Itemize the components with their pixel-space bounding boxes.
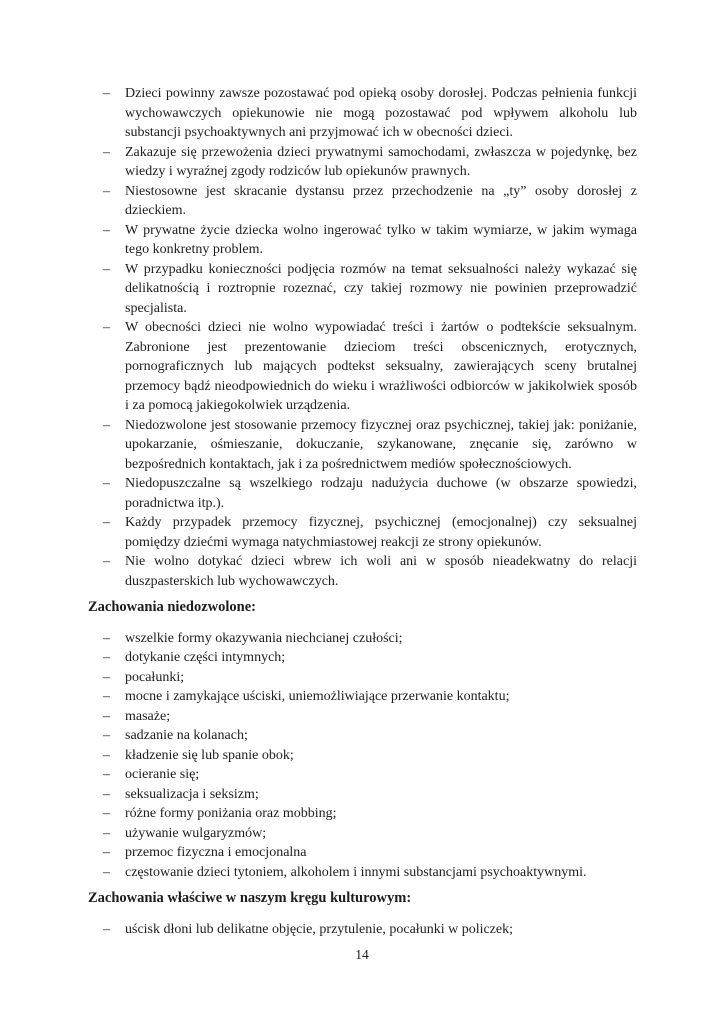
list-item xyxy=(88,668,637,688)
bullet-dash: – xyxy=(103,845,110,860)
list-item xyxy=(88,552,637,591)
list-item xyxy=(88,726,637,746)
list-item-text: kładzenie się lub spanie obok; xyxy=(125,747,294,763)
list-item-text: przemoc fizyczna i emocjonalna xyxy=(125,845,307,860)
bullet-dash: – xyxy=(103,476,110,491)
bullet-dash: – xyxy=(103,554,110,569)
bullet-dash: – xyxy=(103,767,110,782)
list-item-text: Nie wolno dotykać dzieci wbrew ich woli ani w sposób nieadekwatny do relacji duszpasterskich lub wychowawczych. xyxy=(125,554,637,589)
list-item-text: W prywatne życie dziecka wolno ingerować tylko w takim wymiarze, w jakim wymaga tego konkretny problem. xyxy=(125,222,637,257)
bullet-dash: – xyxy=(103,86,110,101)
bullet-dash: – xyxy=(103,515,110,530)
list-item xyxy=(88,221,637,260)
list-item xyxy=(88,182,637,221)
list-item xyxy=(88,474,637,513)
list-item xyxy=(88,260,637,319)
list-item-text: dotykanie części intymnych; xyxy=(125,650,286,665)
bullet-dash: – xyxy=(103,806,110,821)
list-item-text: mocne i zamykające uściski, uniemożliwiające przerwanie kontaktu; xyxy=(125,689,510,704)
list-item xyxy=(88,804,637,824)
list-item-text: ocieranie się; xyxy=(125,767,200,782)
list-item xyxy=(88,648,637,668)
bullet-dash: – xyxy=(103,689,110,704)
bullet-dash: – xyxy=(103,261,110,277)
list-item xyxy=(88,318,637,416)
list-item-text: W przypadku konieczności podjęcia rozmów na temat seksualności należy wykazać się delikatnością i roztropnie rozeznać, czy takiej rozmowy nie powinien przeprowadzić specjalista. xyxy=(125,261,637,316)
list-item xyxy=(88,84,637,143)
heading-forbidden-behaviors: Zachowania niedozwolone: xyxy=(88,599,256,615)
bullet-dash: – xyxy=(103,650,110,665)
list-item xyxy=(88,513,637,552)
bullet-dash: – xyxy=(103,417,110,433)
list-item-text: wszelkie formy okazywania niechcianej czułości; xyxy=(125,630,403,646)
list-item-text: Dzieci powinny zawsze pozostawać pod opieką osoby dorosłej. Podczas pełnienia funkcji wychowawczych opiekunowie nie mogą pozostawać pod wpływem alkoholu lub substancji psychoaktywnych ani przyjmować ich w obecności dzieci. xyxy=(125,86,637,140)
list-item xyxy=(88,824,637,844)
appropriate-behaviors-list xyxy=(88,920,637,940)
list-item xyxy=(88,785,637,805)
bullet-dash: – xyxy=(103,183,110,199)
list-item xyxy=(88,765,637,785)
list-item-text: Zakazuje się przewożenia dzieci prywatnymi samochodami, zwłaszcza w pojedynkę, bez wiedzy i wyraźnej zgody rodziców lub opiekunów prawnych. xyxy=(125,144,637,179)
bullet-dash: – xyxy=(103,320,110,335)
bullet-dash: – xyxy=(103,630,110,646)
bullet-dash: – xyxy=(103,669,110,685)
list-item xyxy=(88,416,637,475)
bullet-dash: – xyxy=(103,708,110,724)
list-item xyxy=(88,920,637,940)
bullet-dash: – xyxy=(103,144,110,160)
bullet-dash: – xyxy=(103,222,110,238)
list-item-text: Niedozwolone jest stosowanie przemocy fizycznej oraz psychicznej, takiej jak: poniżanie, upokarzanie, ośmieszanie, dokuczanie, szykanowane, znęcanie się, zarówno w bezpośrednich kontaktach, jak i za pośrednictwem mediów społecznościowych. xyxy=(125,417,637,472)
list-item-text: częstowanie dzieci tytoniem, alkoholem i innymi substancjami psychoaktywnymi. xyxy=(125,864,587,880)
page-content xyxy=(88,84,637,939)
list-item-text: pocałunki; xyxy=(125,669,185,685)
list-item xyxy=(88,746,637,766)
list-item-text: Niedopuszczalne są wszelkiego rodzaju nadużycia duchowe (w obszarze spowiedzi, poradnictwa itp.). xyxy=(125,476,637,511)
list-item xyxy=(88,707,637,727)
bullet-dash: – xyxy=(103,864,110,880)
bullet-dash: – xyxy=(103,825,110,841)
list-item xyxy=(88,863,637,883)
list-item-text: używanie wulgaryzmów; xyxy=(125,825,267,841)
list-item xyxy=(88,143,637,182)
bullet-dash: – xyxy=(103,786,110,802)
bullet-dash: – xyxy=(103,921,110,937)
list-item-text: Niestosowne jest skracanie dystansu przez przechodzenie na „ty” osoby dorosłej z dzieckiem. xyxy=(125,183,637,218)
forbidden-behaviors-list xyxy=(88,629,637,883)
list-item xyxy=(88,843,637,863)
list-item xyxy=(88,629,637,649)
intro-list xyxy=(88,84,637,591)
page-number: 14 xyxy=(355,947,369,962)
list-item xyxy=(88,687,637,707)
bullet-dash: – xyxy=(103,747,110,763)
list-item-text: seksualizacja i seksizm; xyxy=(125,786,259,802)
list-item-text: W obecności dzieci nie wolno wypowiadać treści i żartów o podtekście seksualnym. Zabronione jest prezentowanie dzieciom treści obscenicznych, erotycznych, pornograficznych lub mających podtekst seksualny, zawierających sceny brutalnej przemocy bądź nieodpowiednich do wieku i wrażliwości odbiorców w jakikolwiek sposób i za pomocą jakiegokolwiek urządzenia. xyxy=(125,320,637,413)
list-item-text: masaże; xyxy=(125,708,171,724)
heading-appropriate-behaviors: Zachowania właściwe w naszym kręgu kulturowym: xyxy=(88,890,412,906)
bullet-dash: – xyxy=(103,728,110,743)
list-item-text: uścisk dłoni lub delikatne objęcie, przytulenie, pocałunki w policzek; xyxy=(125,921,514,937)
list-item-text: różne formy poniżania oraz mobbing; xyxy=(125,806,337,821)
list-item-text: sadzanie na kolanach; xyxy=(125,728,248,743)
list-item-text: Każdy przypadek przemocy fizycznej, psychicznej (emocjonalnej) czy seksualnej pomiędzy dziećmi wymaga natychmiastowej reakcji ze strony opiekunów. xyxy=(125,515,637,550)
